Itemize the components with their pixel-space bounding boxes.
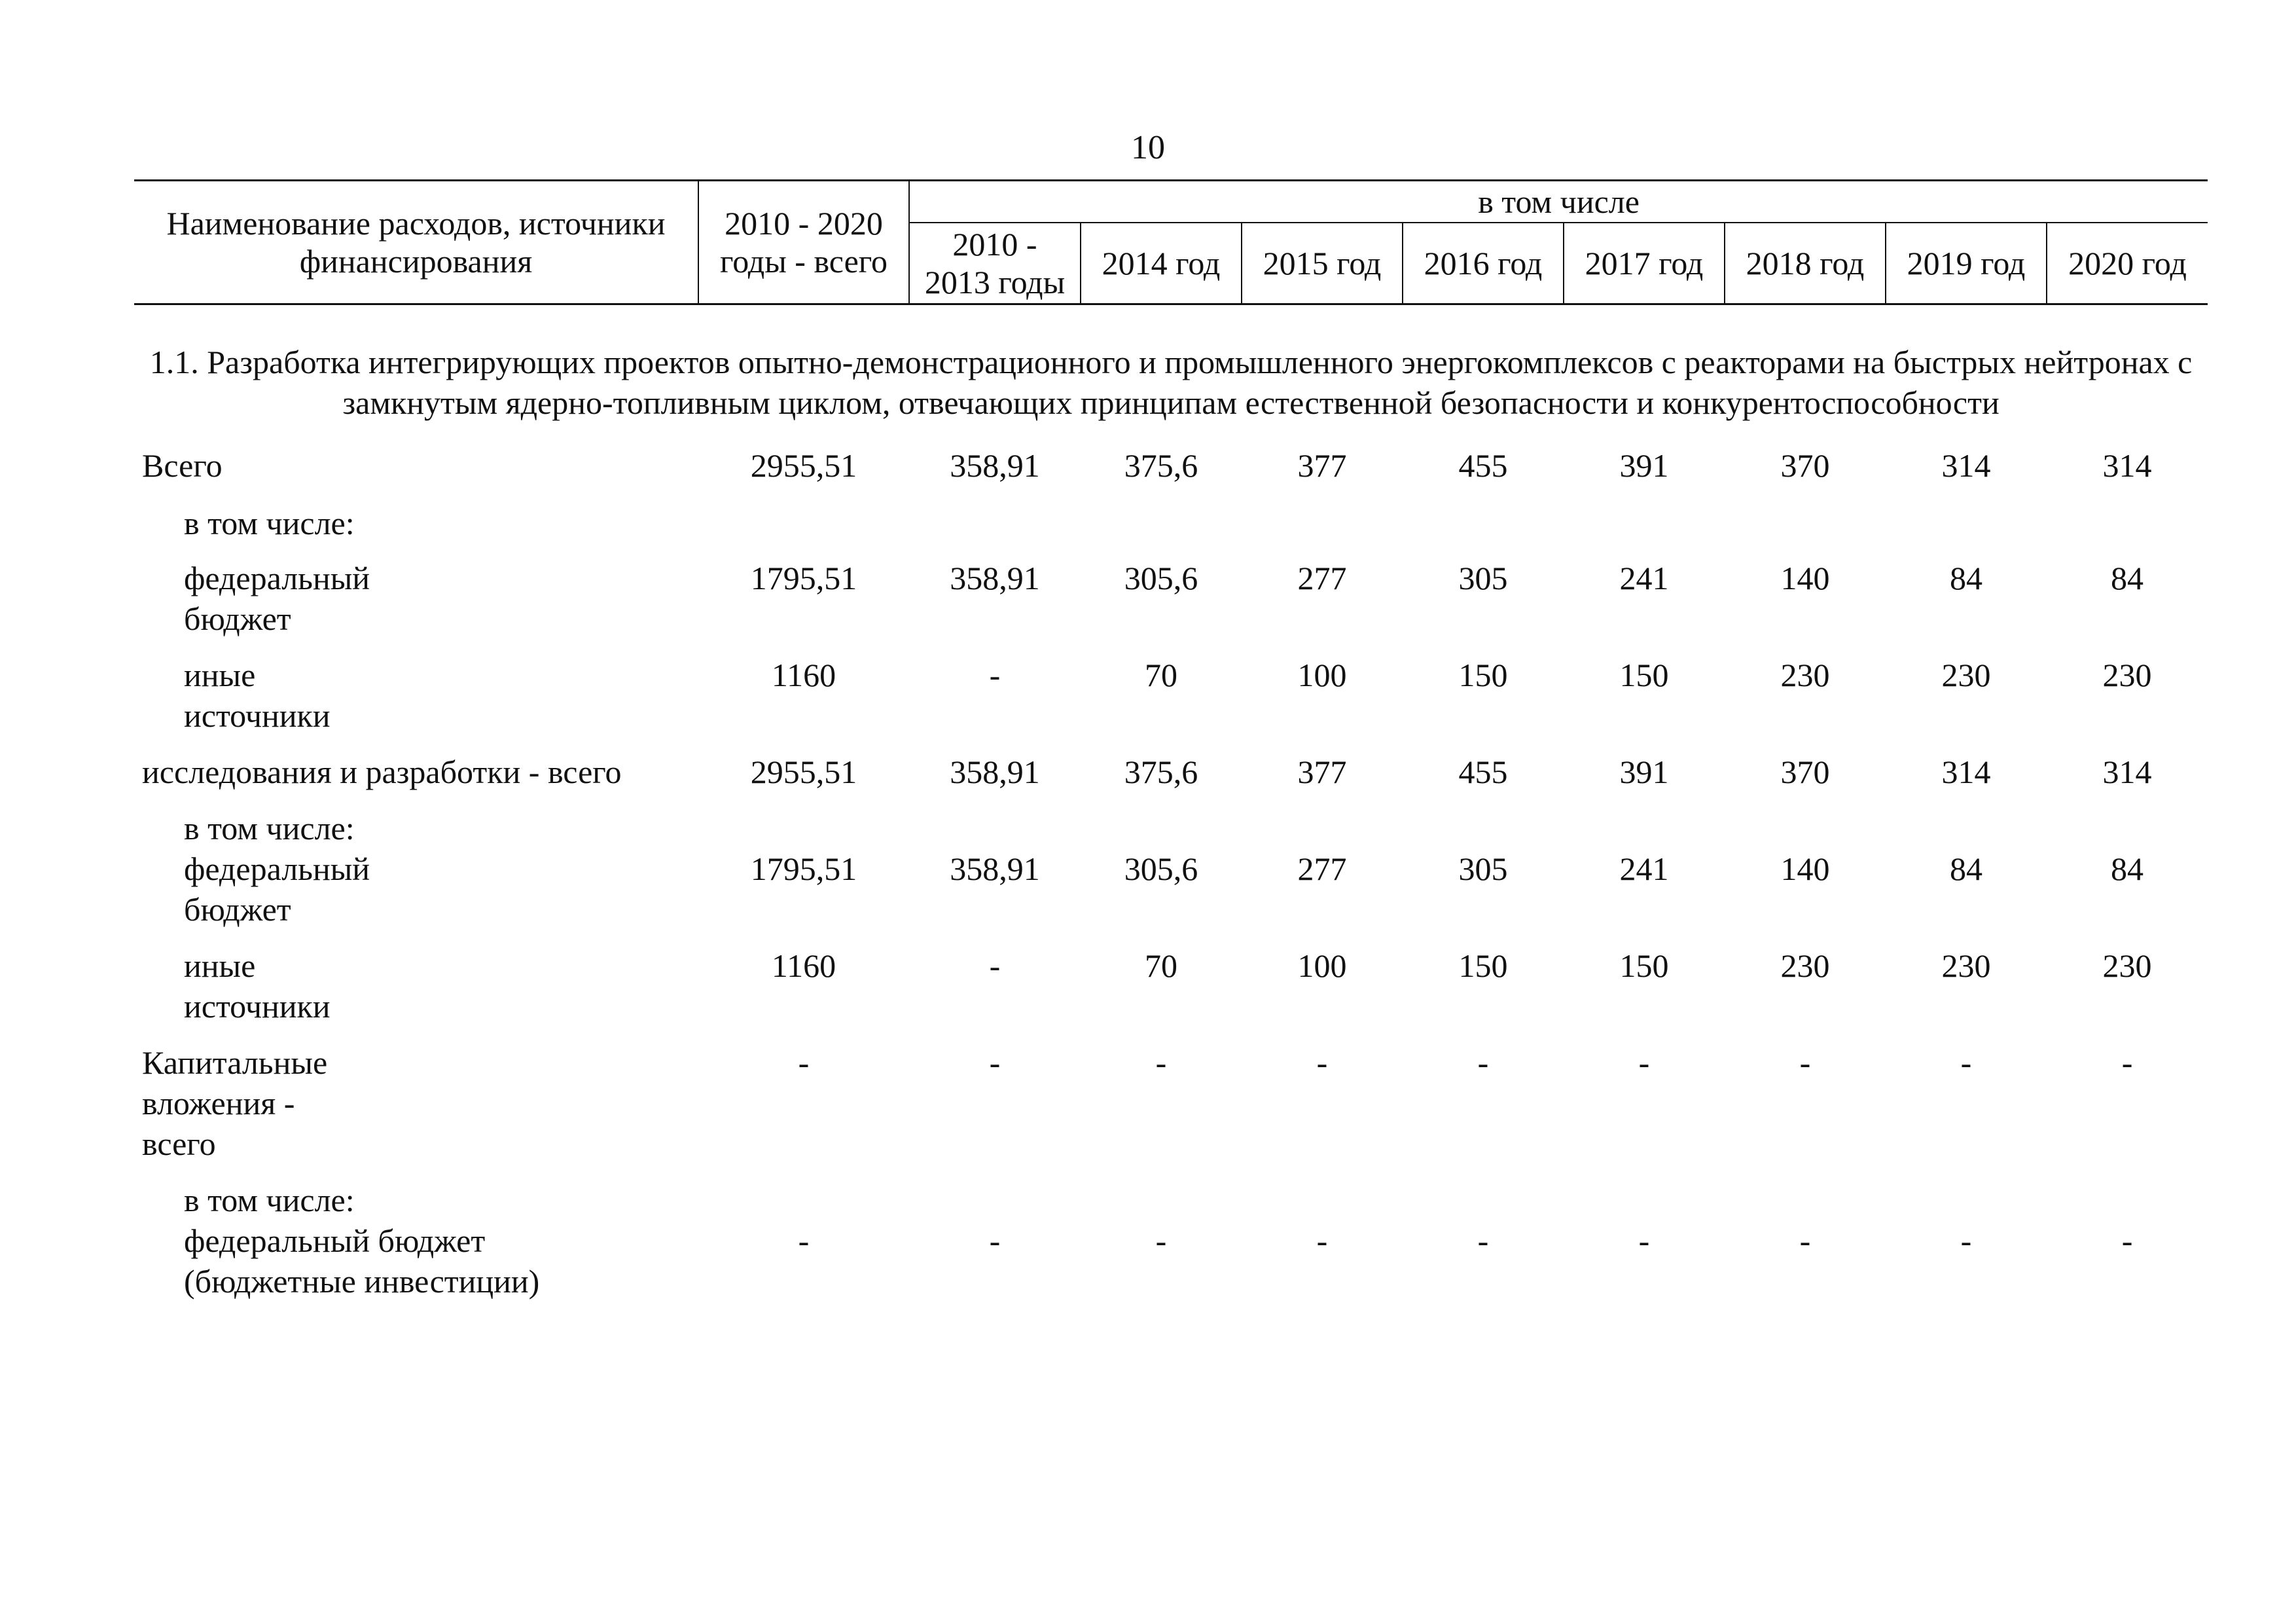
header-year: 2010 - 2013 годы: [909, 223, 1081, 304]
table-cell: -: [2121, 1044, 2133, 1081]
table-row: [134, 503, 2208, 558]
table-cell: 230: [1780, 947, 1830, 984]
header-total-column: 2010 - 2020 годы - всего: [698, 181, 909, 304]
table-cell: 100: [1297, 657, 1347, 693]
row-label: федеральный бюджет: [184, 560, 370, 637]
table-cell: 230: [1780, 657, 1830, 693]
row-label: иные источники: [184, 947, 331, 1025]
table-row: [134, 945, 2208, 1042]
table-cell: 277: [1297, 560, 1347, 596]
table-cell: 140: [1780, 850, 1830, 887]
row-label: иные источники: [184, 657, 331, 734]
table-cell: 230: [2102, 657, 2152, 693]
table-cell: -: [1155, 1044, 1167, 1081]
header-year: 2016 год: [1403, 223, 1564, 304]
table-cell: 277: [1297, 850, 1347, 887]
row-label: Капитальные вложения - всего: [142, 1044, 328, 1162]
table-cell: 2955,51: [750, 447, 857, 484]
table-cell: -: [2121, 1222, 2133, 1259]
table-cell: 391: [1619, 754, 1669, 790]
table-cell: -: [798, 1044, 810, 1081]
table-row: [134, 433, 2208, 503]
table-cell: 241: [1619, 850, 1669, 887]
header-year: 2017 год: [1564, 223, 1725, 304]
header-year: 2019 год: [1886, 223, 2047, 304]
header-year: 2018 год: [1725, 223, 1886, 304]
table-row: [134, 808, 2208, 945]
header-year: 2014 год: [1081, 223, 1242, 304]
table-cell: -: [1155, 1222, 1167, 1259]
table-cell: -: [798, 1222, 810, 1259]
table-cell: 358,91: [950, 754, 1040, 790]
table-cell: -: [1960, 1222, 1972, 1259]
table-cell: 84: [2111, 850, 2144, 887]
table-cell: -: [1477, 1222, 1489, 1259]
section-title: 1.1. Разработка интегрирующих проектов опытно-демонстрационного и промышленного энергокомплексов с реакторами на быстрых нейтронах с замкнутым ядерно-топливным циклом, отвечающих принципам естественной безопасности и конкурентоспособности: [149, 344, 2193, 421]
table-cell: 391: [1619, 447, 1669, 484]
table-cell: 241: [1619, 560, 1669, 596]
table-cell: 150: [1458, 947, 1508, 984]
header-including: в том числе: [909, 181, 2208, 223]
row-label: в том числе: федеральный бюджет (бюджетные инвестиции): [184, 1182, 540, 1300]
table-cell: 84: [1950, 560, 1982, 596]
table-cell: 314: [1941, 447, 1991, 484]
header-year: 2020 год: [2047, 223, 2208, 304]
table-cell: 84: [2111, 560, 2144, 596]
table-cell: 314: [1941, 754, 1991, 790]
table-cell: 305: [1458, 560, 1508, 596]
table-cell: 2955,51: [750, 754, 857, 790]
table-cell: 358,91: [950, 850, 1040, 887]
financing-table: [134, 179, 2208, 1317]
table-header: [134, 181, 2208, 304]
table-cell: -: [989, 657, 1001, 693]
table-cell: 1160: [771, 657, 836, 693]
table-row: [134, 752, 2208, 808]
row-label: Всего: [142, 447, 223, 484]
header-year: 2015 год: [1242, 223, 1403, 304]
table-cell: 150: [1619, 947, 1669, 984]
table-row: [134, 1180, 2208, 1317]
table-cell: -: [1799, 1044, 1811, 1081]
table-cell: 70: [1145, 657, 1177, 693]
page-number: 10: [1131, 129, 1165, 166]
table-cell: 100: [1297, 947, 1347, 984]
table-cell: 230: [1941, 947, 1991, 984]
table-cell: 1160: [771, 947, 836, 984]
table-cell: -: [989, 1044, 1001, 1081]
table-cell: 455: [1458, 447, 1508, 484]
table-row: [134, 1042, 2208, 1180]
table-cell: 375,6: [1124, 447, 1198, 484]
table-cell: 230: [2102, 947, 2152, 984]
table-cell: 1795,51: [750, 850, 857, 887]
table-cell: -: [1960, 1044, 1972, 1081]
table-cell: 377: [1297, 447, 1347, 484]
table-cell: 370: [1780, 754, 1830, 790]
table-cell: 1795,51: [750, 560, 857, 596]
table-cell: 305: [1458, 850, 1508, 887]
table-cell: 455: [1458, 754, 1508, 790]
table-cell: -: [1477, 1044, 1489, 1081]
table-cell: 358,91: [950, 447, 1040, 484]
row-label: исследования и разработки - всего: [142, 754, 622, 790]
table-row: [134, 558, 2208, 655]
table-cell: 370: [1780, 447, 1830, 484]
table-cell: 314: [2102, 754, 2152, 790]
table-cell: 305,6: [1124, 850, 1198, 887]
table-row: [134, 655, 2208, 752]
table-cell: 150: [1458, 657, 1508, 693]
table-cell: 150: [1619, 657, 1669, 693]
table-cell: 140: [1780, 560, 1830, 596]
table-cell: 377: [1297, 754, 1347, 790]
table-cell: -: [1316, 1222, 1328, 1259]
table-cell: 305,6: [1124, 560, 1198, 596]
row-label: в том числе: федеральный бюджет: [184, 810, 370, 928]
table-cell: -: [989, 947, 1001, 984]
table-cell: 375,6: [1124, 754, 1198, 790]
table-cell: -: [1638, 1222, 1650, 1259]
table-cell: -: [1638, 1044, 1650, 1081]
table-cell: 314: [2102, 447, 2152, 484]
table-cell: 84: [1950, 850, 1982, 887]
row-label: в том числе:: [184, 505, 355, 541]
table-cell: 70: [1145, 947, 1177, 984]
table-cell: 230: [1941, 657, 1991, 693]
table-cell: -: [1316, 1044, 1328, 1081]
header-name-column: Наименование расходов, источники финансирования: [134, 181, 698, 304]
table-cell: -: [989, 1222, 1001, 1259]
table-cell: 358,91: [950, 560, 1040, 596]
table-cell: -: [1799, 1222, 1811, 1259]
